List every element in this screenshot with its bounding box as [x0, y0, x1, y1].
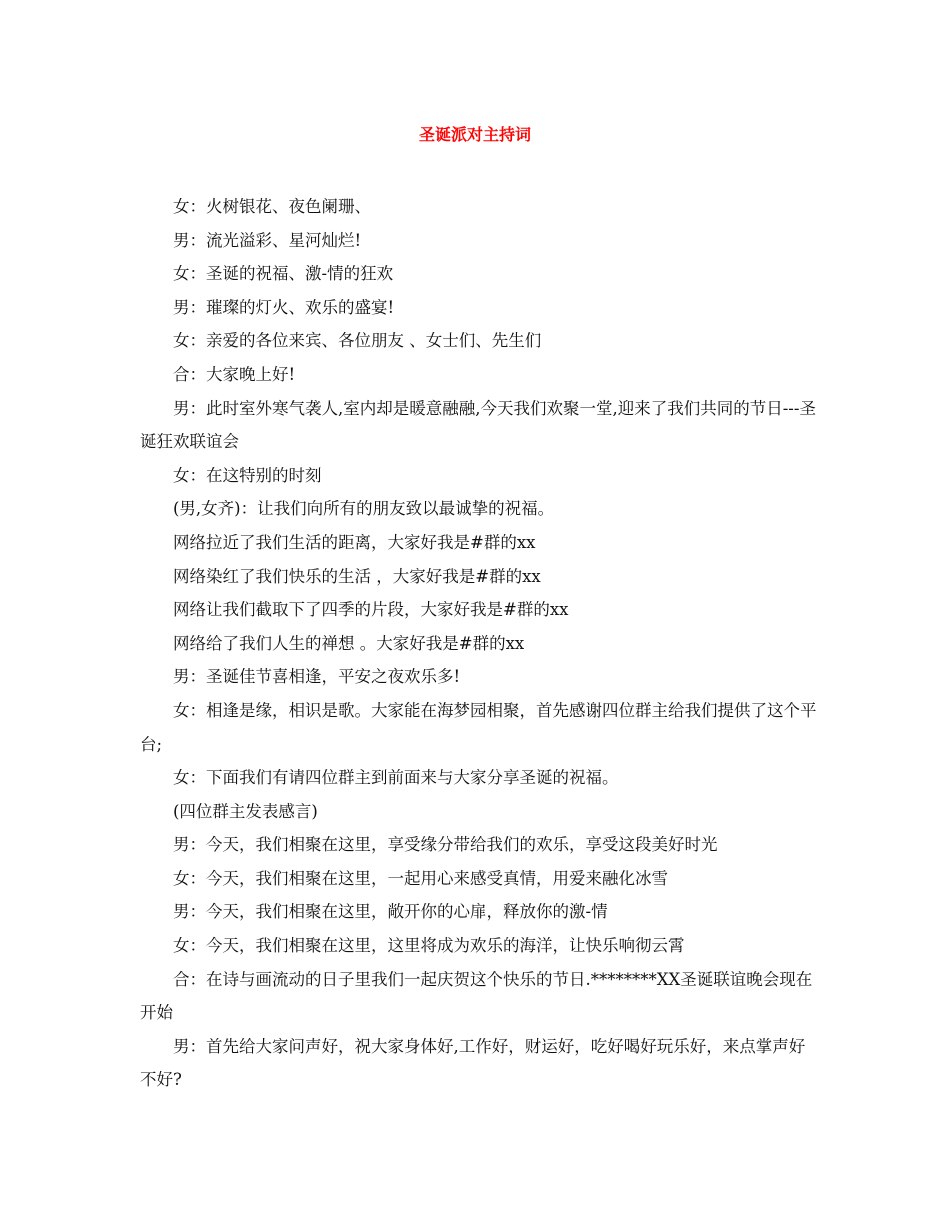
paragraph: 网络拉近了我们生活的距离，大家好我是#群的xx	[173, 532, 536, 552]
paragraph: (四位群主发表感言)	[173, 801, 318, 821]
paragraph: 男：今天，我们相聚在这里，享受缘分带给我们的欢乐，享受这段美好时光	[173, 835, 718, 855]
paragraph: 男：圣诞佳节喜相逢，平安之夜欢乐多!	[173, 667, 461, 687]
paragraph: 网络染红了我们快乐的生活 ，大家好我是#群的xx	[173, 566, 541, 586]
paragraph: 女：今天，我们相聚在这里，一起用心来感受真情，用爱来融化冰雪	[173, 868, 668, 888]
paragraph: 男：今天，我们相聚在这里，敞开你的心扉，释放你的激-情	[173, 902, 608, 922]
paragraph: 女：在这特别的时刻	[173, 465, 322, 485]
paragraph: 女：亲爱的各位来宾、各位朋友 、女士们、先生们	[173, 331, 542, 351]
paragraph: 合：大家晚上好!	[173, 364, 296, 384]
paragraph: 男：此时室外寒气袭人,室内却是暖意融融,今天我们欢聚一堂,迎来了我们共同的节日---圣诞狂欢联谊会	[140, 398, 816, 452]
paragraph: 男：首先给大家问声好，祝大家身体好,工作好，财运好，吃好喝好玩乐好，来点掌声好不好?	[140, 1036, 806, 1090]
paragraph: 女：火树银花、夜色阑珊、	[173, 197, 371, 216]
paragraph: 网络给了我们人生的禅想 。大家好我是#群的xx	[173, 633, 525, 653]
paragraph: 女：相逢是缘，相识是歌。大家能在海梦园相聚，首先感谢四位群主给我们提供了这个平台;	[140, 700, 817, 754]
paragraph: 女：今天，我们相聚在这里，这里将成为欢乐的海洋，让快乐响彻云霄	[173, 936, 685, 956]
paragraph: 网络让我们截取下了四季的片段，大家好我是#群的xx	[173, 600, 569, 620]
paragraph: 合：在诗与画流动的日子里我们一起庆贺这个快乐的节日.********XX圣诞联谊晚会现在开始	[140, 969, 813, 1023]
paragraph: 男：璀璨的灯火、欢乐的盛宴!	[173, 297, 395, 317]
paragraph: 男：流光溢彩、星河灿烂!	[173, 230, 362, 250]
paragraph: 女：圣诞的祝福、激-情的狂欢	[173, 264, 394, 284]
document-body	[140, 190, 820, 1097]
paragraph: (男,女齐)：让我们向所有的朋友致以最诚挚的祝福。	[173, 499, 555, 519]
document-title: 圣诞派对主持词	[418, 125, 531, 144]
paragraph: 女：下面我们有请四位群主到前面来与大家分享圣诞的祝福。	[173, 768, 619, 788]
